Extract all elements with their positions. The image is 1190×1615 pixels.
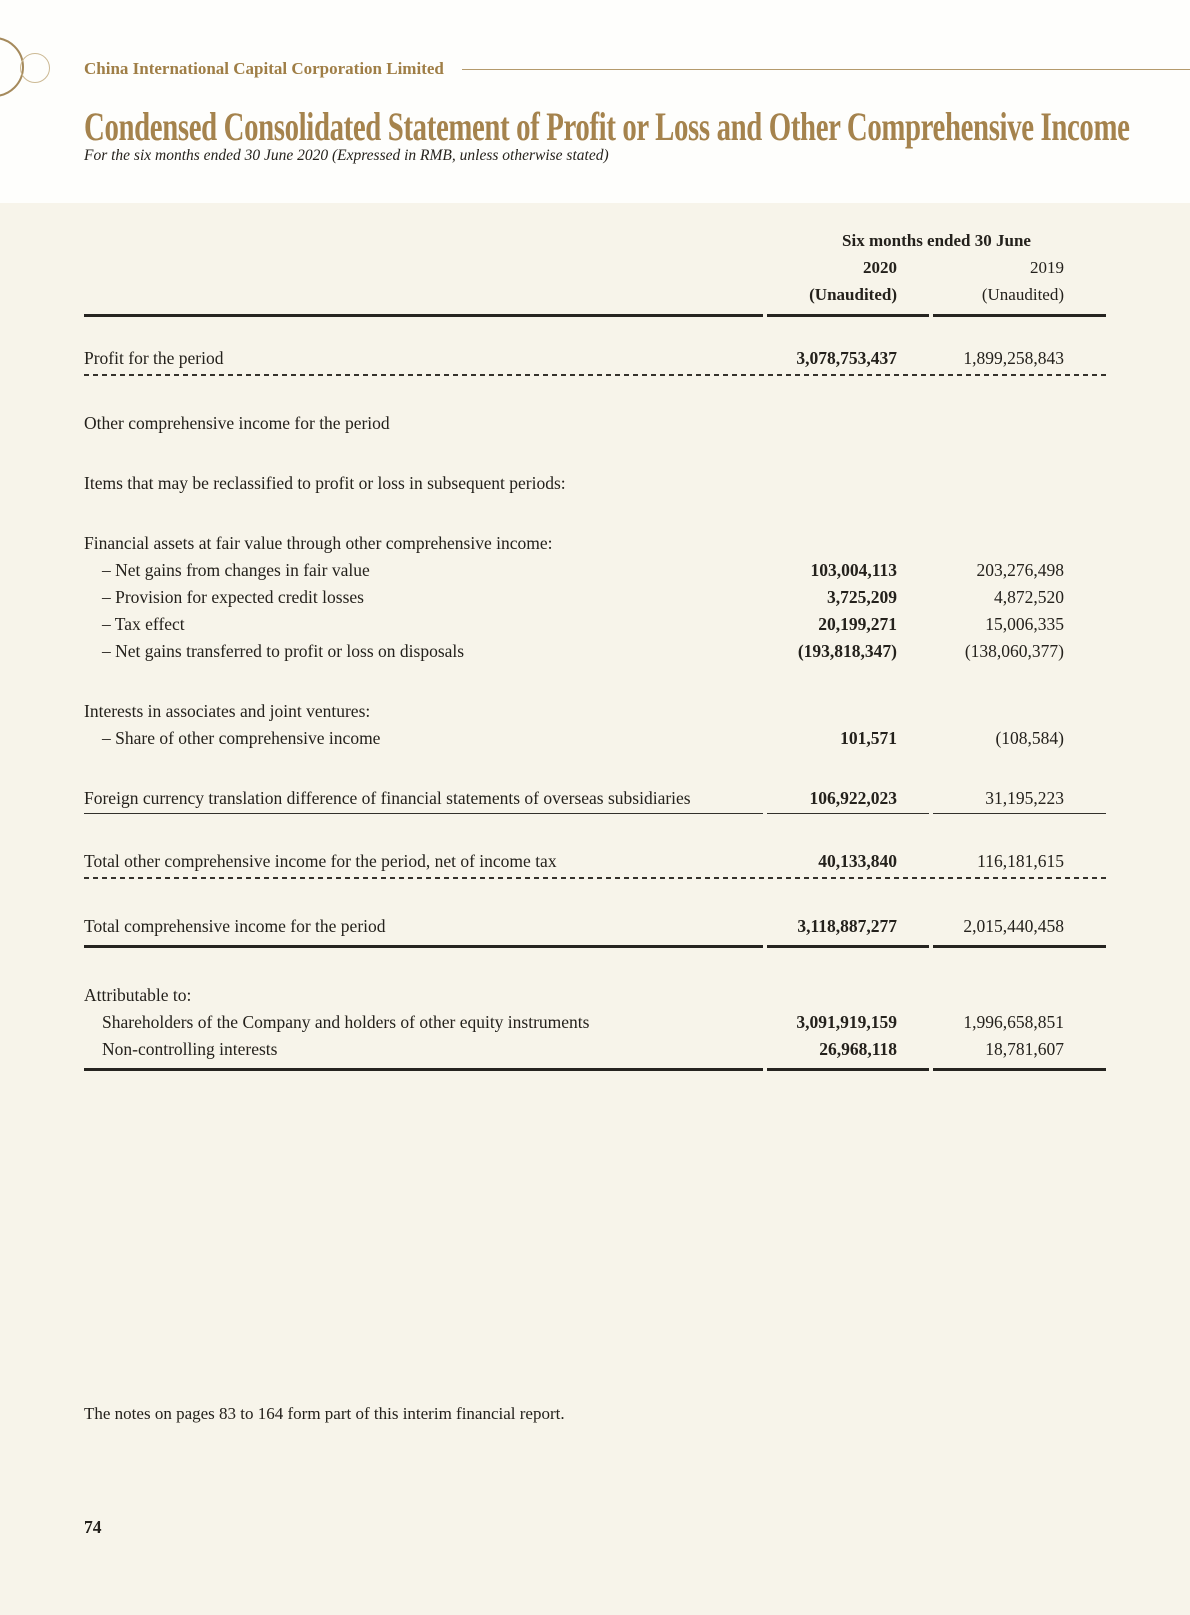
column-year-2020: 2020 bbox=[863, 258, 897, 277]
company-name: China International Capital Corporation Limited bbox=[84, 59, 444, 78]
table-row bbox=[84, 557, 1106, 583]
row-value-2020: 20,199,271 bbox=[818, 614, 897, 634]
company-header-row bbox=[0, 0, 1190, 79]
row-value-2019: 4,872,520 bbox=[994, 587, 1064, 607]
row-value-2020: 3,078,753,437 bbox=[796, 348, 897, 368]
period-header: Six months ended 30 June bbox=[842, 231, 1031, 250]
row-value-2020: 3,725,209 bbox=[827, 587, 897, 607]
page-number: 74 bbox=[84, 1517, 102, 1537]
row-value-2020: 101,571 bbox=[840, 728, 897, 748]
table-section bbox=[84, 698, 1106, 751]
table-row bbox=[84, 638, 1106, 664]
row-value-2019: 1,899,258,843 bbox=[963, 348, 1064, 368]
row-value-2020 bbox=[767, 982, 929, 1008]
row-label: – Net gains transferred to profit or loss on disposals bbox=[102, 641, 465, 661]
row-value-2020: 103,004,113 bbox=[810, 560, 897, 580]
row-label: – Provision for expected credit losses bbox=[102, 587, 364, 607]
row-value-2019 bbox=[933, 470, 1106, 496]
table-row bbox=[84, 913, 1106, 939]
financial-table bbox=[84, 345, 1106, 1071]
table-row bbox=[84, 1036, 1106, 1062]
row-label: Shareholders of the Company and holders of other equity instruments bbox=[102, 1012, 590, 1032]
table-row bbox=[84, 611, 1106, 637]
table-row bbox=[84, 530, 1106, 556]
row-label: Items that may be reclassified to profit or loss in subsequent periods: bbox=[84, 473, 566, 493]
table-row bbox=[84, 982, 1106, 1008]
row-value-2019: 2,015,440,458 bbox=[963, 916, 1064, 936]
row-value-2020 bbox=[767, 410, 929, 436]
header-rule bbox=[84, 314, 1106, 317]
table-row bbox=[84, 470, 1106, 496]
rule-segment bbox=[933, 1068, 1106, 1071]
statement-body bbox=[0, 227, 1190, 1538]
table-row bbox=[84, 410, 1106, 436]
table-row bbox=[84, 848, 1106, 874]
row-value-2019 bbox=[933, 982, 1106, 1008]
row-value-2020: 3,091,919,159 bbox=[796, 1012, 897, 1032]
row-label: Attributable to: bbox=[84, 985, 192, 1005]
row-value-2019 bbox=[933, 698, 1106, 724]
thick-rule bbox=[84, 1068, 1106, 1071]
row-label: Financial assets at fair value through other comprehensive income: bbox=[84, 533, 553, 553]
statement-title: Condensed Consolidated Statement of Profit or Loss and Other Comprehensive Income bbox=[84, 104, 1130, 149]
table-row bbox=[84, 725, 1106, 751]
row-label: – Tax effect bbox=[102, 614, 185, 634]
row-value-2019: 203,276,498 bbox=[976, 560, 1064, 580]
table-section bbox=[84, 410, 1106, 436]
rule-segment bbox=[767, 1068, 929, 1071]
row-label: Total other comprehensive income for the period, net of income tax bbox=[84, 851, 557, 871]
rule-segment bbox=[933, 813, 1106, 814]
rule-segment bbox=[767, 813, 929, 814]
table-section bbox=[84, 530, 1106, 664]
table-header bbox=[84, 227, 1106, 317]
thick-rule bbox=[84, 945, 1106, 948]
row-value-2020: (193,818,347) bbox=[797, 641, 897, 661]
row-label: Other comprehensive income for the period bbox=[84, 413, 390, 433]
period-header-row bbox=[84, 227, 1106, 254]
dashed-rule bbox=[84, 877, 1106, 879]
table-row bbox=[84, 1009, 1106, 1035]
row-value-2020: 3,118,887,277 bbox=[797, 916, 897, 936]
table-row bbox=[84, 584, 1106, 610]
rule-segment bbox=[933, 945, 1106, 948]
row-value-2019: 116,181,615 bbox=[977, 851, 1064, 871]
row-value-2019 bbox=[933, 530, 1106, 556]
column-year-2019: 2019 bbox=[1030, 258, 1064, 277]
rule-segment bbox=[84, 1068, 763, 1071]
rule-segment bbox=[84, 945, 763, 948]
row-value-2019: 1,996,658,851 bbox=[963, 1012, 1064, 1032]
table-row bbox=[84, 785, 1106, 811]
table-row bbox=[84, 698, 1106, 724]
row-value-2020: 40,133,840 bbox=[818, 851, 897, 871]
row-label: – Net gains from changes in fair value bbox=[102, 560, 370, 580]
rule-segment bbox=[767, 945, 929, 948]
dashed-rule bbox=[84, 374, 1106, 376]
statement-subtitle: For the six months ended 30 June 2020 (Expressed in RMB, unless otherwise stated) bbox=[84, 147, 609, 164]
row-value-2019: 31,195,223 bbox=[985, 788, 1064, 808]
row-value-2020 bbox=[767, 530, 929, 556]
table-section bbox=[84, 848, 1106, 879]
header-divider-line bbox=[462, 69, 1190, 70]
row-value-2019: (108,584) bbox=[995, 728, 1064, 748]
row-value-2020: 26,968,118 bbox=[819, 1039, 897, 1059]
table-row bbox=[84, 345, 1106, 371]
row-value-2020 bbox=[767, 698, 929, 724]
row-label: – Share of other comprehensive income bbox=[102, 728, 381, 748]
table-section bbox=[84, 913, 1106, 948]
row-value-2019: 18,781,607 bbox=[985, 1039, 1064, 1059]
solid-rule bbox=[84, 813, 1106, 814]
audit-status-row bbox=[84, 281, 1106, 308]
logo-circle-small-icon bbox=[20, 53, 50, 83]
row-label: Non-controlling interests bbox=[102, 1039, 278, 1059]
row-label: Total comprehensive income for the period bbox=[84, 916, 386, 936]
row-value-2019: 15,006,335 bbox=[985, 614, 1064, 634]
table-section bbox=[84, 470, 1106, 496]
table-section bbox=[84, 982, 1106, 1071]
row-label: Interests in associates and joint ventures: bbox=[84, 701, 371, 721]
row-value-2020 bbox=[767, 470, 929, 496]
row-value-2020: 106,922,023 bbox=[809, 788, 897, 808]
footnote: The notes on pages 83 to 164 form part of this interim financial report. bbox=[84, 1404, 565, 1423]
column-status-2019: (Unaudited) bbox=[981, 285, 1064, 304]
row-label: Foreign currency translation difference of financial statements of overseas subsidiaries bbox=[84, 788, 691, 808]
year-header-row bbox=[84, 254, 1106, 281]
row-label: Profit for the period bbox=[84, 348, 224, 368]
table-section bbox=[84, 785, 1106, 814]
row-value-2019: (138,060,377) bbox=[964, 641, 1064, 661]
rule-segment bbox=[84, 813, 763, 814]
row-value-2019 bbox=[933, 410, 1106, 436]
table-section bbox=[84, 345, 1106, 376]
header-band bbox=[0, 0, 1190, 203]
column-status-2020: (Unaudited) bbox=[809, 285, 897, 304]
